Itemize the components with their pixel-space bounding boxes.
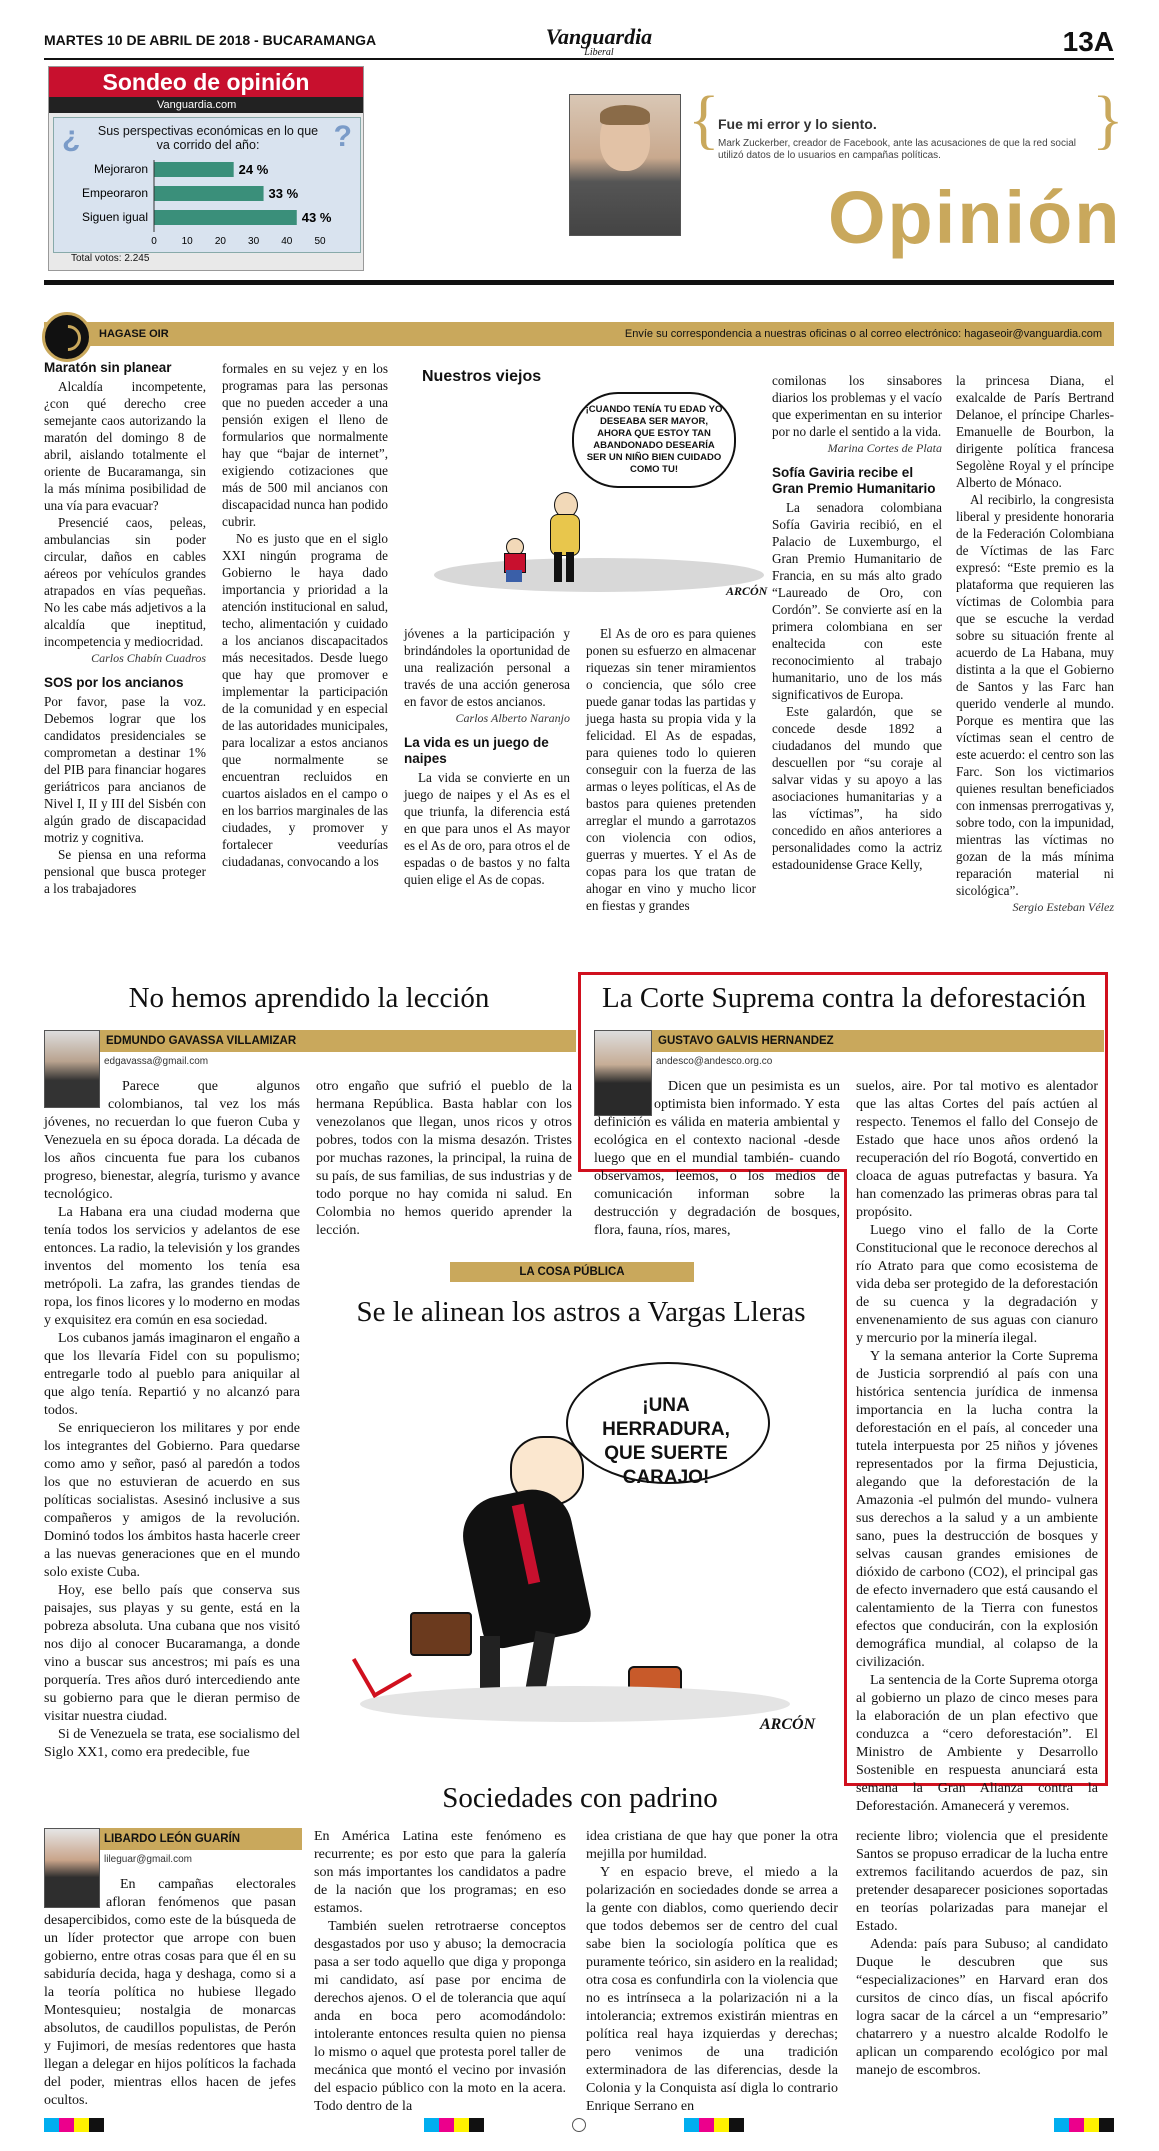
letter-heading: Sofía Gaviria recibe el Gran Premio Humanitario [772, 465, 936, 496]
poll-category-label: Siguen igual [81, 210, 148, 224]
poll-value-label: 24 % [238, 162, 269, 177]
letter-paragraph: jóvenes a la participación y brindándoles la oportunidad de una realización personal a través de una acción generosa en favor de estos ancianos. [404, 626, 570, 709]
letter-paragraph: Presencié caos, peleas, ambulancias sin poder circular, daños en cables aéreos por vehículos grandes atrapados en vías pequeñas. No les cabe más adjetivos a la alcaldía que ineptitud, incompetencia y mediocridad. [44, 515, 206, 649]
article1-author: EDMUNDO GAVASSA VILLAMIZAR [100, 1030, 576, 1052]
poll-tick-label: 30 [248, 236, 260, 247]
article3-col-4 [856, 1828, 1108, 2080]
article2-col-1 [594, 1078, 840, 1240]
article-paragraph: Luego vino el fallo de la Corte Constitucional que le reconoce derechos al río Atrato para que como ecosistema de vida deba ser protegido de la deforestación de su cuenca y la degradación y envenenamiento de sus aguas con cianuro y mercurio por la minería ilegal. [856, 1223, 1098, 1346]
quote-text: Fue mi error y lo siento. [718, 116, 877, 132]
old-man-figure [544, 492, 584, 582]
article3-title: Sociedades con padrino [442, 1782, 718, 1814]
article-paragraph: Hoy, ese bello país que conserva sus paisajes, sus playas y su gente, está en la pobreza absoluta. Una cubana que nos visitó nos dijo al conocer Bucaramanga, a donde vino a buscar sus ancestros; mi país es una porquería. Tres años duró intercediendo ante su gobierno para que le dieran permiso de visitar nuestra ciudad. [44, 1583, 300, 1724]
article-paragraph: Se enriquecieron los militares y por ende los integrantes del Gobierno. Para quedarse como amo y señor, pasó al paredón a todos los que no estuvieran de acuerdo en sus políticas socialistas. Asesinó inclusive a sus compañeros y amigos de la revolución. Dominó todos los ámbitos hasta hacerle creer a las nuevas generaciones que en el mundo solo existe Cuba. [44, 1421, 300, 1580]
speaker-icon [42, 312, 92, 362]
letters-col-2 [222, 360, 388, 870]
cartoon-signature: ARCÓN [760, 1716, 816, 1733]
poll-chart-area [53, 117, 361, 253]
letter-heading: Maratón sin planear [44, 360, 172, 375]
letter-paragraph: Alcaldía incompetente, ¿con qué derecho cree semejante caos autorizando la maratón del domingo 8 de abril, aislando totalmente el oriente de Bucaramanga, sin la más mínima posibilidad de una vía para evacuar? [44, 379, 206, 513]
poll-tick-label: 50 [314, 236, 326, 247]
logo-text: Vanguardia [545, 24, 653, 49]
article-paragraph: La Habana era una ciudad moderna que tenía todos los servicios y adelantos de ese entonces. La radio, la televisión y los grandes inventos del momento los tenía esa metrópoli. La zafra, las grandes tiendas de ropa, los finos licores y lo moderno en modas y exquisitez era común en esa sociedad. [44, 1205, 300, 1328]
letters-col-6 [956, 372, 1114, 916]
poll-bar [154, 186, 264, 201]
article2-author: GUSTAVO GALVIS HERNANDEZ [652, 1030, 1104, 1052]
letter-paragraph: No es justo que en el siglo XXI ningún programa de Gobierno le haya dado importancia y prioridad a la atención institucional en salud, techo, alimentación y cuidado a los ancianos discapacitados más necesitados. Desde luego que hay que promover e implementar la participación de la comunidad y en especial de las autoridades municipales, para localizar a estos ancianos que normalmente se encuentran recluidos en cuartos aislados en el campo o en los barrios marginales de las ciudades, y promover y fortalecer veedurías ciudadanas, convocando a los [222, 531, 388, 869]
page-number: 13A [1062, 26, 1114, 57]
letter-paragraph: La senadora colombiana Sofía Gaviria recibió, en el Palacio de Luxemburgo, el Gran Premio Humanitario de Francia, en su más alto grado “Laureado de Oro, con Cordón”. Se convierte así en la primera colombiana en ser enaltecida con este reconocimiento al trabajo humanitario, uno de los más significativos de Europa. [772, 500, 942, 702]
cosa-publica-label: LA COSA PÚBLICA [450, 1262, 694, 1282]
letter-signature: Carlos Alberto Naranjo [455, 711, 570, 725]
briefcase-icon [410, 1612, 472, 1656]
cartoon-signature: ARCÓN [726, 584, 768, 598]
quote-box [688, 83, 1128, 170]
article-paragraph: Y la semana anterior la Corte Suprema de Justicia sorprendió al país con una histórica sentencia jurídica de inmensa importancia en la lucha contra la deforestación en el país, al conceder una tutela interpuesta por 25 niños y jóvenes representados por la firma Dejusticia, alegando que la deforestación de la Amazonia -el pulmón del mundo- vulnera sus derechos a la salud y a un ambiente sano, pues la destrucción de bosques y selvas causan grandes emisiones de dióxido de carbono (CO2), el principal gas de efecto invernadero que está causando el calentamiento de la Tierra con funestos efectos que conducirán, con la explosión demográfica mundial, al colapso de la civilización. [856, 1349, 1098, 1670]
arrow-down-icon [352, 1638, 412, 1698]
poll-bar [154, 210, 297, 225]
letter-paragraph: comilonas los sinsabores diarios los problemas y el vacío que experimentan en su interior por no darle el sentido a la vida. [772, 373, 942, 439]
letter-heading: La vida es un juego de naipes [404, 735, 549, 766]
speech-bubble: ¡CUANDO TENÍA TU EDAD YO DESEABA SER MAYOR, AHORA QUE ESTOY TAN ABANDONADO DESEARÍA SER UN NIÑO BIEN CUIDADO COMO TU! [572, 392, 736, 488]
article-paragraph: También suelen retrotraerse conceptos desgastados por uso y abuso; la democracia pasa a ser todo aquello que diga y proponga mi candidato, así pase por encima de derechos ajenos. O el de tolerancia que aquí anda en boca pero acomodándolo: intolerante entonces resulta quien no piensa lo mismo o aquel que protesta porel taller de mecánica que montó el vecino por invasión del espacio público con la moto en la acera. Todo dentro de la [314, 1919, 566, 2114]
section-title: Opinión [828, 176, 1122, 259]
article-paragraph: Adenda: país para Subuso; al candidato Duque le descubren que sus “especializaciones” en Harvard eran dos cursitos de cinco días, un fiscal apócrifo logra sacar de la cárcel a un “empresario” chatarrero y a nuestro alcalde Rodolfo le aplican un comparendo ecológico por mal manejo de escombros. [856, 1937, 1108, 2078]
article3-col-1 [44, 1876, 296, 2110]
cartoon-vargas-lleras [340, 1346, 826, 1756]
article1-col-1 [44, 1078, 300, 1762]
article-paragraph: suelos, aire. Por tal motivo es alentador que las altas Cortes del país actúen al respecto. Tenemos el fallo del Consejo de Estado que hace unos años ordenó la recuperación del río Bogotá, convertido en cloaca de aguas putrefactas y basura. Ya han comenzado las primeras obras para tal propósito. [856, 1079, 1098, 1220]
letters-col-4 [586, 625, 756, 914]
article-paragraph: Si de Venezuela se trata, ese socialismo del Siglo XX1, como era predecible, fue [44, 1727, 300, 1760]
cosa-publica-title: Se le alinean los astros a Vargas Lleras [356, 1296, 806, 1328]
hagase-oir-note: Envíe su correspondencia a nuestras oficinas o al correo electrónico: hagaseoir@vanguardia.com [624, 328, 1102, 340]
letter-paragraph: La vida se convierte en un juego de naipes y el As es el que triunfa, la diferencia está en que para unos el As mayor es el As de oro, para otros el de espadas o de bastos y no falta quien elige el As de copas. [404, 770, 570, 887]
letters-col-1 [44, 360, 206, 897]
poll-box [48, 66, 364, 271]
letters-col-5 [772, 372, 942, 873]
letter-paragraph: Se piensa en una reforma pensional que busca proteger a los trabajadores [44, 847, 206, 896]
article3-col-3 [586, 1828, 838, 2116]
article3-email: lileguar@gmail.com [104, 1854, 192, 1865]
letter-paragraph: la princesa Diana, el exalcalde de París Bertrand Delanoe, el príncipe Charles-Emanuelle de Bourbon, la dirigente política francesa Segolène Royal y el príncipe Alberto de Mónaco. [956, 373, 1114, 490]
poll-title: Sondeo de opinión [49, 67, 363, 97]
poll-tick-label: 20 [214, 236, 226, 247]
poll-category-label: Mejoraron [93, 162, 148, 176]
cartoon-ground [434, 558, 764, 592]
article-paragraph: Y en espacio breve, el miedo a la polarización en sociedades donde se arrea a la gente con diablos, como queriendo decir que todos debemos ser de centro del cual sabe bien la sociología política que es puramente teórico, sin asidero en la realidad; otra cosa es confundirla con la violencia que no es intrínseca a la polarización ni a la intolerancia; extremos existirán mientras en política real haya izquierdas y derechas; pero venimos de una tradición exterminadora de las diferencias, desde la Colonia y la Conquista así digla lo contrario Enrique Serrano en [586, 1865, 838, 2114]
article2-col-2 [856, 1078, 1098, 1816]
letter-paragraph: formales en su vejez y en los programas para las personas que no pueden acceder a una pensión exigen el lleno de formularios que normalmente hay que “bajar de internet”, exigiendo cotizaciones que más de 500 mil ancianos con discapacidad nunca han podido cubrir. [222, 361, 388, 529]
article1-col-2 [316, 1078, 572, 1240]
quote-brace-open: { [688, 83, 720, 156]
article3-author: LIBARDO LEÓN GUARÍN [98, 1828, 302, 1850]
poll-brand: Vanguardia.com [49, 97, 363, 113]
photo-hair [600, 105, 650, 125]
letter-signature: Marina Cortes de Plata [827, 441, 942, 455]
article-paragraph: Parece que algunos colombianos, tal vez los más jóvenes, no recuerdan lo que fueron Cuba y Venezuela en su época dorada. La década de los años cincuenta fue para los cubanos progreso, bienestar, alegría, turismo y avance tecnológico. [44, 1079, 300, 1202]
date-line: MARTES 10 DE ABRIL DE 2018 - BUCARAMANGA [44, 32, 377, 48]
poll-tick-label: 10 [181, 236, 193, 247]
politician-figure [430, 1436, 610, 1706]
article-paragraph: idea cristiana de que hay que poner la otra mejilla por humildad. [586, 1829, 838, 1862]
poll-value-label: 43 % [301, 210, 332, 225]
article-paragraph: En América Latina este fenómeno es recurrente; es por esto que para la galería son más importantes los candidatos a padre de la nación que los programas; en eso estamos. [314, 1829, 566, 1916]
header [44, 26, 1114, 62]
article1-title: No hemos aprendido la lección [128, 982, 490, 1014]
poll-bar-chart [54, 154, 360, 252]
letter-paragraph: El As de oro es para quienes ponen su esfuerzo en almacenar riquezas sin tener miramientos o conciencia, que sólo cree puede ganar todas las partidas y juega hasta su propia vida y la felicidad. El As de espadas, para quienes todo lo quieren conseguir con la fuerza de las armas o leyes políticas, el As de bastos para quienes pretenden arreglar el mundo a garrotazos con violencia con odios, guerras y muertes. Y el As de copas para los que tratan de ahogar en vino y mucho licor en fiestas y grandes [586, 626, 756, 913]
article-paragraph: otro engaño que sufrió el pueblo de la hermana República. Basta hablar con los venezolanos que llegan, unos ricos y otros pobres, todos con la misma desazón. Tristes por muchas razones, la principal, la ruina de su país, de sus familias, de sus industrias y de todo porque no hay comida ni salud. En Colombia no hemos querido aprender la lección. [316, 1079, 572, 1238]
letter-paragraph: Este galardón, que se concede desde 1892 a ciudadanos del mundo que descuellen por “su coraje al salvar vidas y su apoyo a las asociaciones humanitarias y a las víctimas”, ha sido concedido en años anteriores a personalidades como la actriz estadounidense Grace Kelly, [772, 704, 942, 872]
quote-attribution: Mark Zuckerber, creador de Facebook, ante las acusaciones de que la red social utilizó datos de lo usuarios en campañas políticas. [718, 138, 1076, 161]
article3-col-2 [314, 1828, 566, 2116]
letter-signature: Sergio Esteban Vélez [1012, 900, 1114, 914]
article2-email: andesco@andesco.org.co [656, 1056, 773, 1067]
article-paragraph: En campañas electorales afloran fenómenos que pasan desapercibidos, como este de la búsqueda de un líder protector que arrope con buen gobierno, entre otras cosas para que él en su sabiduría decida, haga y deshaga, como si a la teoría política no hubiese llegado Montesquieu; nostalgia de monarcas absolutos, de caudillos populistas, de Perón y Fujimori, de mesías redentores que hasta llegan a delegar en hijos políticos la fachada del poder, mientras ellos hacen de jefes ocultos. [44, 1877, 296, 2108]
cartoon-ground [360, 1686, 790, 1722]
poll-tick-label: 0 [151, 236, 157, 247]
letter-heading: SOS por los ancianos [44, 675, 184, 690]
question-mark-icon: ¿ [62, 120, 81, 153]
cartoon-nuestros-viejos [404, 362, 772, 622]
poll-bar [154, 162, 234, 177]
article2-highlight-left-drop [844, 1169, 847, 1177]
letter-paragraph: Por favor, pase la voz. Debemos lograr que los candidatos presidenciales se comprometan a destinar 1% del PIB para financiar hogares geriátricos para ancianos de Nivel I, II y III del Sisbén con algún grado de discapacidad motriz y cognitiva. [44, 694, 206, 845]
child-figure [502, 538, 526, 582]
poll-question: Sus perspectivas económicas en lo que va corrido del año: [97, 124, 319, 152]
hagase-oir-label: HAGASE OIR [99, 328, 169, 340]
hagase-oir-bar [44, 322, 1114, 346]
logo-sub: Liberal [584, 47, 614, 58]
poll-category-label: Empeoraron [81, 186, 148, 200]
print-registration-bar [44, 2118, 1114, 2132]
poll-tick-label: 40 [281, 236, 293, 247]
logo [524, 26, 674, 58]
title-rule [44, 280, 1114, 285]
article2-title: La Corte Suprema contra la deforestación [602, 982, 1086, 1014]
cartoon-title: Nuestros viejos [422, 368, 542, 385]
letters-col-3 [404, 625, 570, 888]
article-paragraph: La sentencia de la Corte Suprema otorga al gobierno un plazo de cinco meses para la elaboración de un plan efectivo que conduzca a “cero deforestación”. El Ministro de Ambiente y Desarrollo Sostenible en respuesta anunciará esta semana la Gran Alianza contra la Deforestación. Amanecerá y veremos. [856, 1673, 1098, 1814]
article-paragraph: reciente libro; violencia que el presidente Santos se propuso erradicar de la lucha entre extremos facilitando acuerdos de paz, sin pretender desaparecer posiciones soportadas en teorías polarizadas para manejar el Estado. [856, 1829, 1108, 1934]
letter-signature: Carlos Chabín Cuadros [91, 651, 206, 665]
registration-mark-icon [572, 2118, 586, 2132]
poll-value-label: 33 % [268, 186, 299, 201]
poll-total: Total votos: 2.245 [71, 253, 150, 264]
speech-bubble: ¡UNA HERRADURA, QUE SUERTE CARAJO! [602, 1395, 730, 1488]
article1-email: edgavassa@gmail.com [104, 1056, 209, 1067]
question-mark-close-icon: ? [333, 120, 352, 153]
article-paragraph: Los cubanos jamás imaginaron el engaño a que los llevaría Fidel con su populismo; entregarle todo al pueblo para aniquilar al que algo tenía. Repartió y no alcanzó para todos. [44, 1331, 300, 1418]
quote-brace-close: } [1092, 83, 1124, 156]
header-rule [44, 58, 1114, 60]
article-paragraph: Dicen que un pesimista es un optimista bien informado. Y esta definición es válida en materia ambiental y ecológica en el contexto nacional -desde luego que en el mundial también- cuando observamos, leemos, o los medios de comunicación informan sobre la destrucción y degradación de bosques, flora, fauna, ríos, mares, [594, 1079, 840, 1238]
zuckerberg-photo [569, 94, 681, 236]
letter-paragraph: Al recibirlo, la congresista liberal y presidente honoraria de la Federación Colombiana de Víctimas de las Farc expresó: “Este premio es la plataforma que requieren las víctimas de Colombia para que se escuche la verdad sobre su situación frente al acuerdo de La Habana, muy distinta a la que el Gobierno de Santos y las Farc han querido venderle al mundo. Porque es mentira que las víctimas sean el centro de este acuerdo: el centro son las Farc. Son los victimarios quienes resultan beneficiados con inmensas prerrogativas y, sobre todo, con la impunidad, mientras las víctimas no gozan de la más mínima reparación material ni sicológica”. [956, 492, 1114, 898]
